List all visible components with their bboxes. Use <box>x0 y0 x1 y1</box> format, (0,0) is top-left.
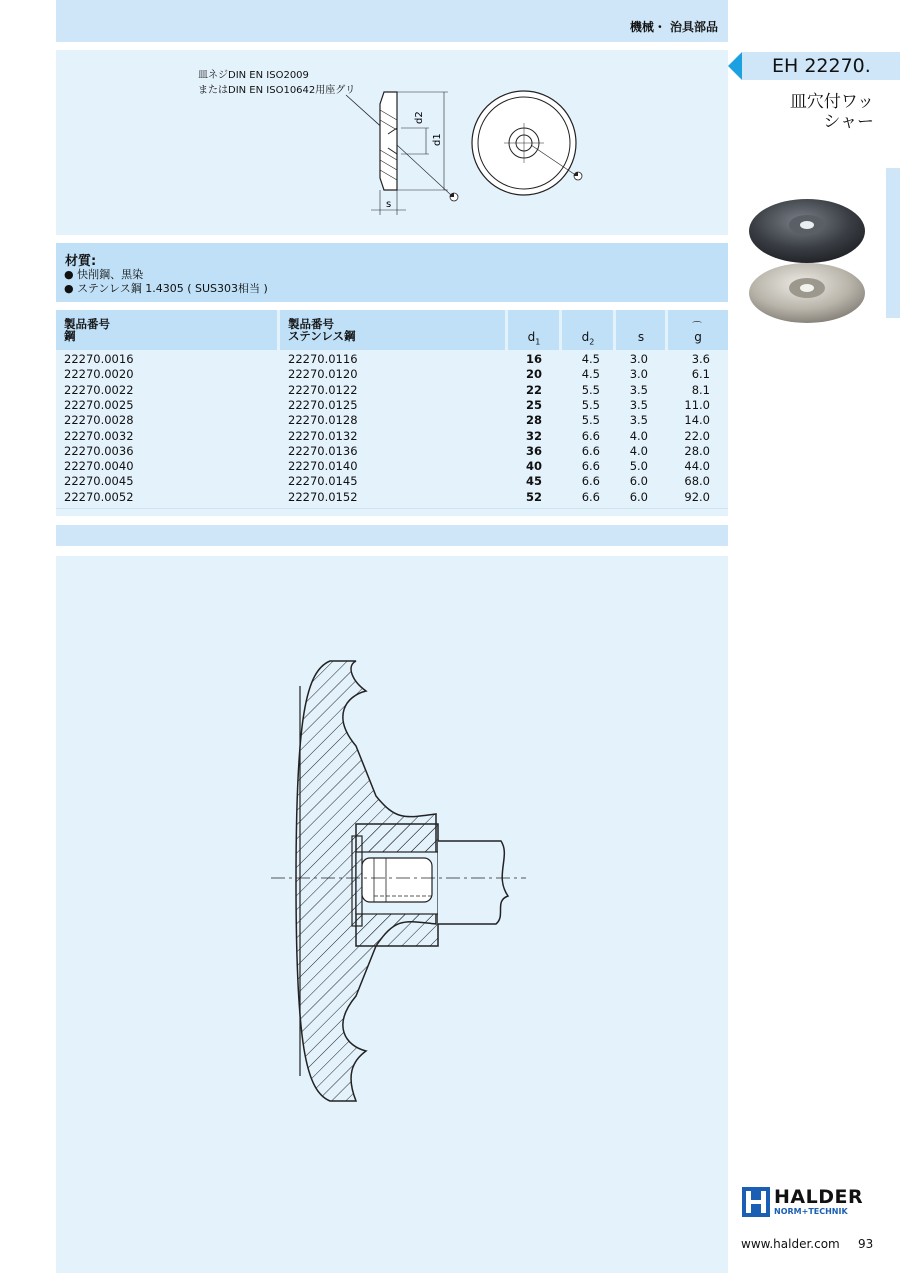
table-cell: 22270.0016 <box>64 352 134 366</box>
table-cell: 20 <box>525 367 542 382</box>
table-cell: 22270.0128 <box>288 413 358 428</box>
application-drawing-panel <box>56 556 728 1273</box>
section-tab-arrow-icon <box>728 52 742 80</box>
website-link[interactable]: www.halder.com <box>741 1237 840 1251</box>
table-cell: 28.0 <box>684 443 710 458</box>
table-cell: 92.0 <box>684 489 710 504</box>
header-weight: ⌒ g <box>668 310 728 350</box>
table-cell: 22270.0136 <box>288 443 358 458</box>
table-cell: 22270.0045 <box>64 474 134 489</box>
table-cell: 52 <box>525 489 542 504</box>
table-cell: 6.6 <box>581 489 600 504</box>
table-cell: 28 <box>525 413 542 428</box>
table-cell: 22270.0140 <box>288 459 358 474</box>
weight-icon: ⌒ <box>692 322 702 333</box>
table-cell: 25 <box>525 397 542 412</box>
table-cell: 5.0 <box>629 459 648 474</box>
table-cell: 6.6 <box>581 459 600 474</box>
product-code-box <box>742 52 900 80</box>
table-cell: 44.0 <box>684 459 710 474</box>
page-number: 93 <box>858 1237 874 1251</box>
table-cell: 6.6 <box>581 474 600 489</box>
header-steel: 製品番号 鋼 <box>56 310 277 350</box>
header-s: s <box>616 310 665 350</box>
drawing-note-1: 皿ネジDIN EN ISO2009 <box>198 70 309 81</box>
table-cell: 22270.0052 <box>64 489 134 504</box>
label-d2: d2 <box>414 111 425 124</box>
technical-drawing-panel <box>56 50 728 235</box>
table-cell: 3.0 <box>629 367 648 382</box>
washer-drawing <box>56 50 728 235</box>
product-code: EH 22270. <box>772 55 871 77</box>
table-cell: 40 <box>525 459 542 474</box>
table-cell: 3.5 <box>629 397 648 412</box>
table-cell: 22270.0022 <box>64 382 134 397</box>
table-cell: 14.0 <box>684 413 710 428</box>
table-cell: 4.5 <box>581 352 600 366</box>
header-stainless: 製品番号 ステンレス鋼 <box>280 310 505 350</box>
table-cell: 6.6 <box>581 428 600 443</box>
table-cell: 22270.0145 <box>288 474 358 489</box>
table-cell: 22270.0025 <box>64 397 134 412</box>
table-cell: 4.0 <box>629 428 648 443</box>
table-cell: 32 <box>525 428 542 443</box>
table-cell: 22270.0036 <box>64 443 134 458</box>
header-d2: $d_2$ <box>562 310 613 350</box>
dimension-table <box>56 310 728 516</box>
material-section <box>56 243 728 302</box>
separator-band <box>56 525 728 546</box>
table-cell: 8.1 <box>691 382 710 397</box>
table-cell: 22270.0020 <box>64 367 134 382</box>
table-cell: 6.1 <box>691 367 710 382</box>
table-cell: 22270.0040 <box>64 459 134 474</box>
header-d1: $d_1$ <box>508 310 559 350</box>
table-cell: 22270.0132 <box>288 428 358 443</box>
table-cell: 22 <box>525 382 542 397</box>
halder-logo-icon <box>742 1187 770 1217</box>
table-cell: 22270.0122 <box>288 382 358 397</box>
table-cell: 22270.0032 <box>64 428 134 443</box>
drawing-note-2: またはDIN EN ISO10642用座グリ <box>198 85 356 96</box>
table-cell: 6.0 <box>629 489 648 504</box>
black-washer-photo <box>749 199 865 263</box>
side-tab <box>886 168 900 318</box>
table-cell: 4.5 <box>581 367 600 382</box>
table-cell: 6.0 <box>629 474 648 489</box>
category-label: 機械・ 治具部品 <box>629 20 718 34</box>
table-cell: 3.5 <box>629 382 648 397</box>
table-cell: 4.0 <box>629 443 648 458</box>
table-cell: 22270.0028 <box>64 413 134 428</box>
table-cell: 3.5 <box>629 413 648 428</box>
stainless-washer-photo <box>749 263 865 323</box>
table-cell: 22270.0116 <box>288 352 358 366</box>
halder-logo: HALDER NORM+TECHNIK <box>742 1187 877 1219</box>
table-cell: 22270.0120 <box>288 367 358 382</box>
table-cell: 36 <box>525 443 542 458</box>
material-title: 材質: <box>65 254 97 269</box>
table-cell: 5.5 <box>581 397 600 412</box>
top-band <box>56 0 728 42</box>
material-item-2: ● ステンレス鋼 1.4305 ( SUS303相当 ) <box>64 282 268 295</box>
table-cell: 3.6 <box>691 352 710 366</box>
table-cell: 5.5 <box>581 382 600 397</box>
table-cell: 45 <box>525 474 542 489</box>
table-cell: 22.0 <box>684 428 710 443</box>
table-cell: 16 <box>525 352 542 366</box>
table-bottom-rule <box>56 508 728 509</box>
table-cell: 6.6 <box>581 443 600 458</box>
table-cell: 22270.0152 <box>288 489 358 504</box>
table-cell: 22270.0125 <box>288 397 358 412</box>
label-d1: d1 <box>432 133 443 146</box>
table-cell: 68.0 <box>684 474 710 489</box>
handwheel-assembly-drawing <box>56 556 728 1273</box>
table-cell: 3.0 <box>629 352 648 366</box>
label-s: s <box>386 199 392 210</box>
product-name: 皿穴付ワッ シャー <box>789 92 874 132</box>
table-cell: 5.5 <box>581 413 600 428</box>
table-cell: 11.0 <box>684 397 710 412</box>
material-item-1: ● 快削鋼、黒染 <box>64 268 144 281</box>
product-photos <box>748 192 868 332</box>
